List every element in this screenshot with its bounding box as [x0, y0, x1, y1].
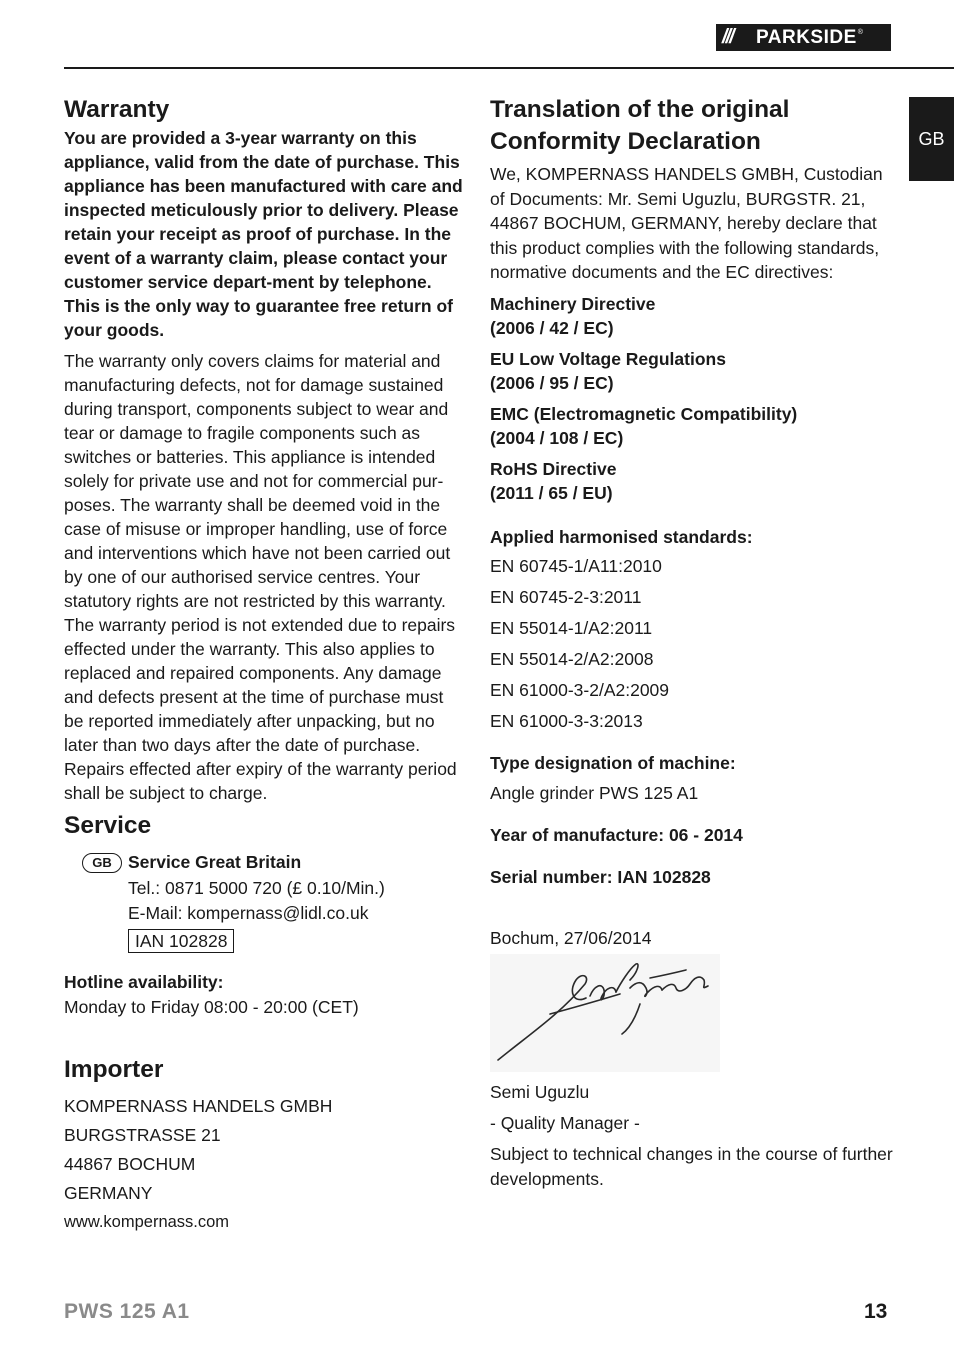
language-tab: GB — [909, 97, 954, 181]
directive-name: RoHS Directive — [490, 458, 617, 479]
gb-country-badge: GB — [82, 853, 122, 873]
footer-model-number: PWS 125 A1 — [64, 1300, 190, 1323]
standard-item: EN 55014-1/A2:2011 — [490, 617, 653, 638]
importer-address — [64, 1092, 466, 1208]
type-designation-value: Angle grinder PWS 125 A1 — [490, 782, 699, 803]
declaration-heading — [490, 94, 894, 158]
signature-image — [490, 954, 720, 1072]
warranty-heading: Warranty — [64, 96, 170, 123]
hotline-block — [64, 970, 466, 1020]
standards-list — [490, 551, 894, 737]
service-email: E-Mail: kompernass@lidl.co.uk — [128, 903, 369, 923]
declaration-heading-line2: Conformity Declaration — [490, 128, 761, 155]
directive-item — [490, 457, 894, 505]
declaration-heading-line1: Translation of the original — [490, 96, 790, 123]
logo-registered-mark: ® — [857, 29, 863, 36]
signer-name: Semi Uguzlu — [490, 1081, 590, 1102]
type-designation-label: Type designation of machine: — [490, 752, 736, 773]
importer-line: 44867 BOCHUM — [64, 1154, 196, 1174]
directive-code: (2011 / 65 / EU) — [490, 482, 613, 503]
serial-number: Serial number: IAN 102828 — [490, 866, 711, 887]
service-heading: Service — [64, 812, 152, 839]
standards-label: Applied harmonised standards: — [490, 526, 753, 547]
directive-item — [490, 347, 894, 395]
hotline-label: Hotline availability: — [64, 972, 224, 992]
directive-item — [490, 402, 894, 450]
importer-line: KOMPERNASS HANDELS GMBH — [64, 1096, 333, 1116]
declaration-body: We, KOMPERNASS HANDELS GMBH, Custodian of Documents: Mr. Semi Uguzlu, BURGSTR. 21, 44867 BOCHUM, GERMANY, hereby declare that this product complies with the following standards, normative documents and the EC directives: — [490, 164, 883, 282]
standard-item: EN 61000-3-3:2013 — [490, 710, 643, 731]
standard-item: EN 55014-2/A2:2008 — [490, 648, 654, 669]
parkside-logo — [716, 24, 891, 51]
directive-code: (2006 / 95 / EC) — [490, 372, 614, 393]
directive-code: (2004 / 108 / EC) — [490, 427, 624, 448]
standard-item: EN 60745-2-3:2011 — [490, 586, 642, 607]
service-details — [128, 850, 385, 954]
directive-name: EMC (Electromagnetic Compatibility) — [490, 403, 798, 424]
directive-name: EU Low Voltage Regulations — [490, 348, 726, 369]
signer-role: - Quality Manager - — [490, 1112, 640, 1133]
standard-item: EN 61000-3-2/A2:2009 — [490, 679, 670, 700]
page-number: 13 — [864, 1300, 888, 1323]
warranty-body: The warranty only covers claims for material and manufacturing defects, not for damage sustained during transport, components subject to wear and tear or damage to fragile components such as switches or batteries. This appliance is intended solely for private use and not for commercial pur-poses. The warranty shall be deemed void in the case of misuse or improper handling, use of force and interventions which have not been carried out by one of our authorised service centres. Your statutory rights are not restricted by this warranty. The warranty period is not extended due to repairs effected under the warranty. This also applies to replaced and repaired components. Any damage and defects present at the time of purchase must be reported immediately after unpacking, but no later than two days after the date of purchase. Repairs effected after expiry of the warranty period shall be subject to charge. — [64, 351, 457, 803]
right-column — [490, 94, 894, 1192]
year-of-manufacture: Year of manufacture: 06 - 2014 — [490, 824, 743, 845]
importer-website: www.kompernass.com — [64, 1213, 230, 1231]
logo-brand: PARKSIDE — [756, 26, 857, 48]
logo-slashes: /// — [722, 26, 733, 48]
service-entry — [64, 850, 466, 954]
header-rule — [64, 67, 954, 69]
hotline-hours: Monday to Friday 08:00 - 20:00 (CET) — [64, 997, 359, 1017]
importer-line: BURGSTRASSE 21 — [64, 1125, 221, 1145]
service-name: Service Great Britain — [128, 852, 302, 872]
place-and-date: Bochum, 27/06/2014 — [490, 927, 652, 948]
subject-to-changes-note: Subject to technical changes in the course of further developments. — [490, 1143, 893, 1189]
warranty-intro: You are provided a 3-year warranty on this appliance, valid from the date of purchase. This appliance has been manufactured with care and inspected meticulously prior to delivery. Please retain your receipt as proof of purchase. In the event of a warranty claim, please contact your customer service depart-ment by telephone. This is the only way to guarantee free return of your goods. — [64, 128, 463, 340]
ian-box: IAN 102828 — [128, 929, 234, 953]
directive-code: (2006 / 42 / EC) — [490, 317, 614, 338]
directive-name: Machinery Directive — [490, 293, 656, 314]
left-column — [64, 94, 466, 1234]
importer-heading: Importer — [64, 1056, 164, 1083]
directive-item — [490, 292, 894, 340]
service-telephone: Tel.: 0871 5000 720 (£ 0.10/Min.) — [128, 877, 385, 898]
standard-item: EN 60745-1/A11:2010 — [490, 555, 662, 576]
importer-line: GERMANY — [64, 1183, 153, 1203]
